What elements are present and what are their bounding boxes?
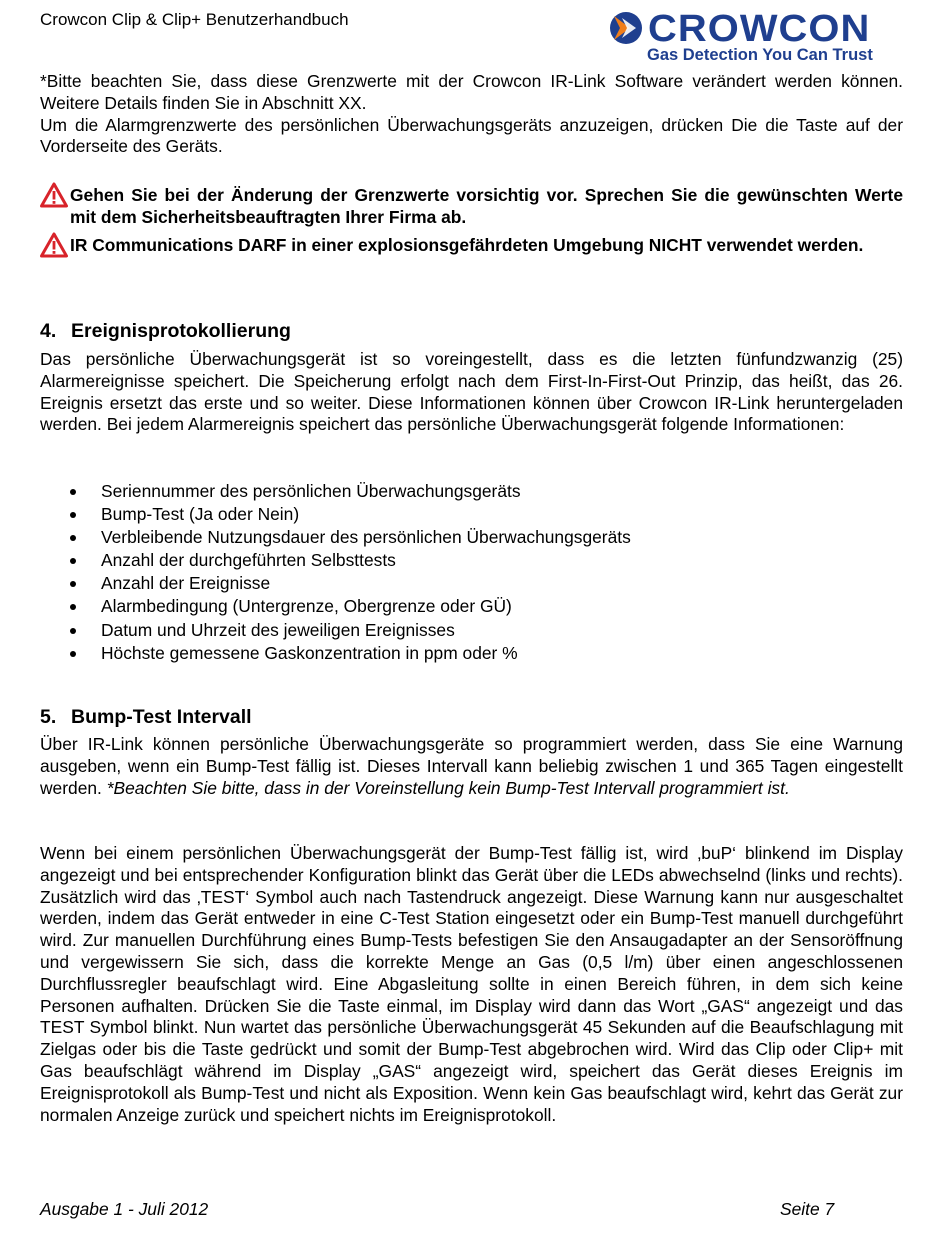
crowcon-logo-icon — [608, 10, 644, 46]
footer-edition: Ausgabe 1 - Juli 2012 — [40, 1199, 209, 1219]
bullet-icon — [70, 651, 76, 657]
warning-note-explosive — [40, 235, 903, 257]
intro-text — [40, 71, 903, 158]
section-5-paragraph-1: Über IR-Link können persönliche Überwachungsgeräte so programmiert werden, dass Sie eine Warnung ausgeben, wenn ein Bump-Test fällig ist. Dieses Intervall kann beliebig zwischen 1 und 365 Tagen eingestellt werden. *Beachten Sie bitte, dass in der Voreinstellung kein Bump-Test Intervall programmiert ist. — [40, 734, 903, 798]
crowcon-logo — [608, 10, 898, 66]
logo-wordmark: CROWCON — [648, 8, 871, 50]
list-item: Anzahl der Ereignisse — [40, 572, 903, 595]
list-item: Anzahl der durchgeführten Selbsttests — [40, 549, 903, 572]
bullet-icon — [70, 628, 76, 634]
event-info-list — [40, 480, 903, 665]
section-4-paragraph: Das persönliche Überwachungsgerät ist so voreingestellt, dass es die letzten fünfundzwanzig (25) Alarmereignisse speichert. Die Speicherung erfolgt nach dem First-In-First-Out Prinzip, das heißt, das 26. Ereignis ersetzt das erste und so weiter. Diese Informationen können über Crowcon IR-Link heruntergeladen werden. Bei jedem Alarmereignis speichert das persönliche Überwachungsgerät folgende Informationen: — [40, 349, 903, 435]
warning-note-limits — [40, 185, 903, 229]
section-5-heading — [40, 706, 252, 729]
bullet-icon — [70, 604, 76, 610]
section-number: 5. — [40, 706, 57, 728]
list-item: Alarmbedingung (Untergrenze, Obergrenze oder GÜ) — [40, 595, 903, 618]
list-item: Bump-Test (Ja oder Nein) — [40, 503, 903, 526]
intro-paragraph-display: Um die Alarmgrenzwerte des persönlichen Überwachungsgeräts anzuzeigen, drücken Die die Taste auf der Vorderseite des Geräts. — [40, 114, 903, 157]
warning-triangle-icon — [40, 232, 68, 258]
list-item: Datum und Uhrzeit des jeweiligen Ereignisses — [40, 619, 903, 642]
intro-paragraph-note: *Bitte beachten Sie, dass diese Grenzwerte mit der Crowcon IR-Link Software verändert werden können. Weitere Details finden Sie in Abschnitt XX. — [40, 71, 903, 113]
list-item: Höchste gemessene Gaskonzentration in ppm oder % — [40, 642, 903, 665]
default-note: *Beachten Sie bitte, dass in der Voreinstellung kein Bump-Test Intervall programmiert ist. — [106, 777, 790, 798]
section-title: Bump-Test Intervall — [71, 706, 252, 728]
section-5-body-2 — [40, 843, 903, 1126]
warning-text: Gehen Sie bei der Änderung der Grenzwerte vorsichtig vor. Sprechen Sie die gewünschten Werte mit dem Sicherheitsbeauftragten Ihrer Firma ab. — [70, 185, 903, 227]
warning-text: IR Communications DARF in einer explosionsgefährdeten Umgebung NICHT verwendet werden. — [70, 235, 864, 255]
list-item: Verbleibende Nutzungsdauer des persönlichen Überwachungsgeräts — [40, 526, 903, 549]
bullet-icon — [70, 581, 76, 587]
bullet-icon — [70, 558, 76, 564]
section-title: Ereignisprotokollierung — [71, 320, 291, 342]
section-number: 4. — [40, 320, 57, 342]
bullet-icon — [70, 489, 76, 495]
section-5-paragraph-2: Wenn bei einem persönlichen Überwachungsgerät der Bump-Test fällig ist, wird ‚buP‘ blinkend im Display angezeigt und bei entsprechender Konfiguration blinkt das Gerät über die LEDs abwechselnd (links und rechts). Zusätzlich wird das ‚TEST‘ Symbol auch nach Tastendruck angezeigt. Diese Warnung kann nur ausgeschaltet werden, indem das Gerät entweder in eine C-Test Station eingesetzt oder ein Bump-Test manuell durchgeführt wird. Zur manuellen Durchführung eines Bump-Tests befestigen Sie den Ansaugadapter an der Sensoröffnung und vergewissern Sie sich, dass die korrekte Menge an Gas (0,5 l/m) über einen angeschlossenen Durchflussregler beaufschlagt wird. Eine Abgasleitung sollte in einen Bereich führen, in dem sich keine Personen aufhalten. Drücken Sie die Taste einmal, im Display wird dann das Wort „GAS“ angezeigt und das TEST Symbol blinkt. Nun wartet das persönliche Überwachungsgerät 45 Sekunden auf die Beaufschlagung mit Zielgas oder bis die Taste gedrückt und somit der Bump-Test abgebrochen wird. Wird das Clip oder Clip+ mit Gas beaufschlägt während im Display „GAS“ angezeigt wird, speichert das Gerät dieses Ereignis im Ereignisprotokoll als Bump-Test und nicht als Exposition. Wenn kein Gas beaufschlagt wird, kehrt das Gerät zur normalen Anzeige zurück und speichert nichts im Ereignisprotokoll. — [40, 843, 903, 1125]
logo-tagline: Gas Detection You Can Trust — [647, 46, 873, 64]
bullet-icon — [70, 535, 76, 541]
section-4-heading — [40, 320, 291, 343]
section-5-body — [40, 734, 903, 799]
list-item: Seriennummer des persönlichen Überwachungsgeräts — [40, 480, 903, 503]
warning-triangle-icon — [40, 182, 68, 208]
bullet-icon — [70, 512, 76, 518]
section-4-body — [40, 349, 903, 436]
footer-page-number: Seite 7 — [780, 1199, 835, 1219]
document-header-title: Crowcon Clip & Clip+ Benutzerhandbuch — [40, 10, 349, 29]
